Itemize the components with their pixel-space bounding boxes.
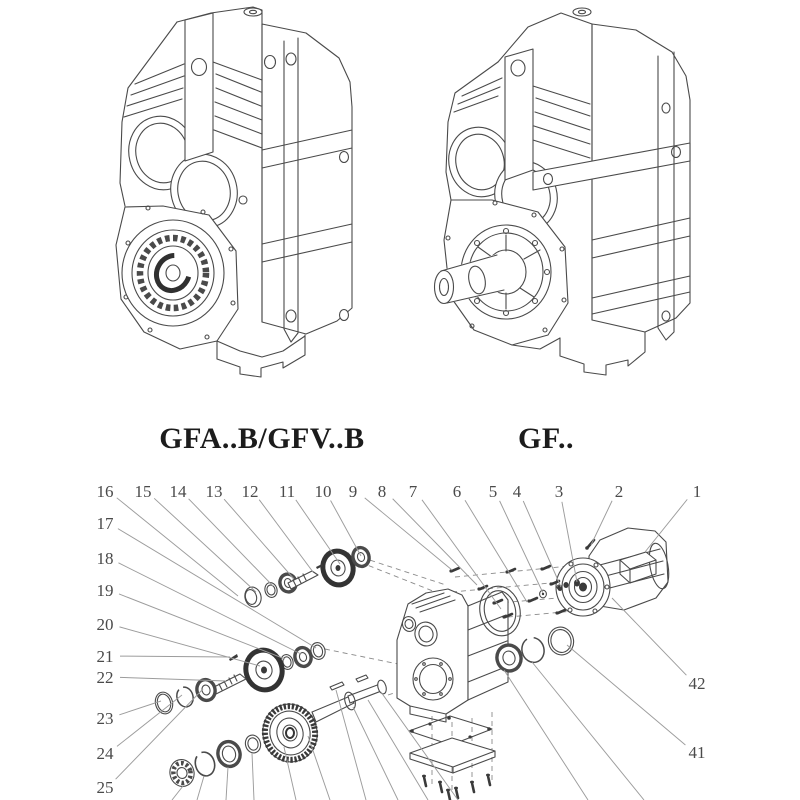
- part-leader-12: [259, 500, 313, 572]
- part-leader-41: [567, 645, 685, 745]
- part-number-13: 13: [205, 482, 223, 501]
- base-bolts: [422, 774, 490, 800]
- part-number-8: 8: [377, 482, 387, 501]
- part-leader-23: [119, 701, 161, 715]
- part-number-5: 5: [488, 482, 498, 501]
- part-leader-10: [331, 500, 361, 556]
- model-label-right: GF..: [518, 422, 574, 455]
- part-number-25: 25: [96, 778, 114, 797]
- cutoff-leader-4: [252, 753, 254, 800]
- part-number-16: 16: [96, 482, 114, 501]
- cutoff-leader-6: [308, 736, 330, 800]
- part-leader-21: [120, 656, 230, 657]
- input-shaft-assembly: [243, 546, 372, 609]
- part-number-23: 23: [96, 709, 114, 728]
- part-number-42: 42: [688, 674, 706, 693]
- cutoff-leader-7: [336, 690, 366, 800]
- part-leader-15: [154, 498, 256, 592]
- cutoff-leader-2: [197, 776, 204, 800]
- part-number-10: 10: [314, 482, 332, 501]
- part-number-24: 24: [96, 744, 114, 763]
- part-number-3: 3: [554, 482, 564, 501]
- gearbox-isometric-right: [435, 8, 691, 375]
- part-number-41: 41: [688, 743, 706, 762]
- gear-housing: [397, 589, 508, 722]
- part-leader-20: [119, 627, 260, 666]
- cutoff-leader-12: [532, 662, 644, 800]
- part-leader-14: [189, 499, 273, 586]
- output-bearing-face: [122, 220, 224, 326]
- part-leader-16: [117, 498, 238, 596]
- part-leader-11: [296, 500, 340, 564]
- part-number-4: 4: [512, 482, 522, 501]
- part-number-7: 7: [408, 482, 418, 501]
- exploded-diagram: [97, 482, 706, 800]
- part-number-11: 11: [278, 482, 296, 501]
- output-shaft-part: [312, 675, 388, 722]
- part-leader-42: [612, 598, 686, 675]
- part-number-22: 22: [96, 668, 114, 687]
- part-leader-5: [500, 501, 543, 593]
- cutoff-leader-3: [226, 767, 228, 800]
- base-plate: [410, 738, 495, 773]
- part-number-19: 19: [96, 581, 114, 600]
- part-number-9: 9: [348, 482, 358, 501]
- part-number-2: 2: [614, 482, 624, 501]
- part-leader-13: [224, 499, 294, 579]
- part-number-15: 15: [134, 482, 152, 501]
- part-leader-25: [116, 689, 203, 779]
- output-gear: [256, 698, 323, 768]
- cutoff-leader-11: [504, 670, 588, 800]
- part-number-14: 14: [169, 482, 187, 501]
- model-label-left: GFA..B/GFV..B: [159, 422, 365, 455]
- part-number-6: 6: [452, 482, 462, 501]
- part-leader-18: [118, 563, 301, 654]
- motor: [556, 528, 672, 616]
- cutoff-leader-8: [353, 707, 398, 800]
- part-number-20: 20: [96, 615, 114, 634]
- part-leader-4: [523, 501, 561, 587]
- gearbox-isometric-left: [116, 7, 352, 377]
- cutoff-leader-1: [172, 786, 183, 800]
- part-number-17: 17: [96, 514, 114, 533]
- part-number-1: 1: [692, 482, 702, 501]
- part-number-21: 21: [96, 647, 114, 666]
- intermediate-shaft-assembly: [153, 641, 327, 716]
- part-number-18: 18: [96, 549, 114, 568]
- part-number-12: 12: [241, 482, 259, 501]
- part-leader-9: [365, 498, 452, 570]
